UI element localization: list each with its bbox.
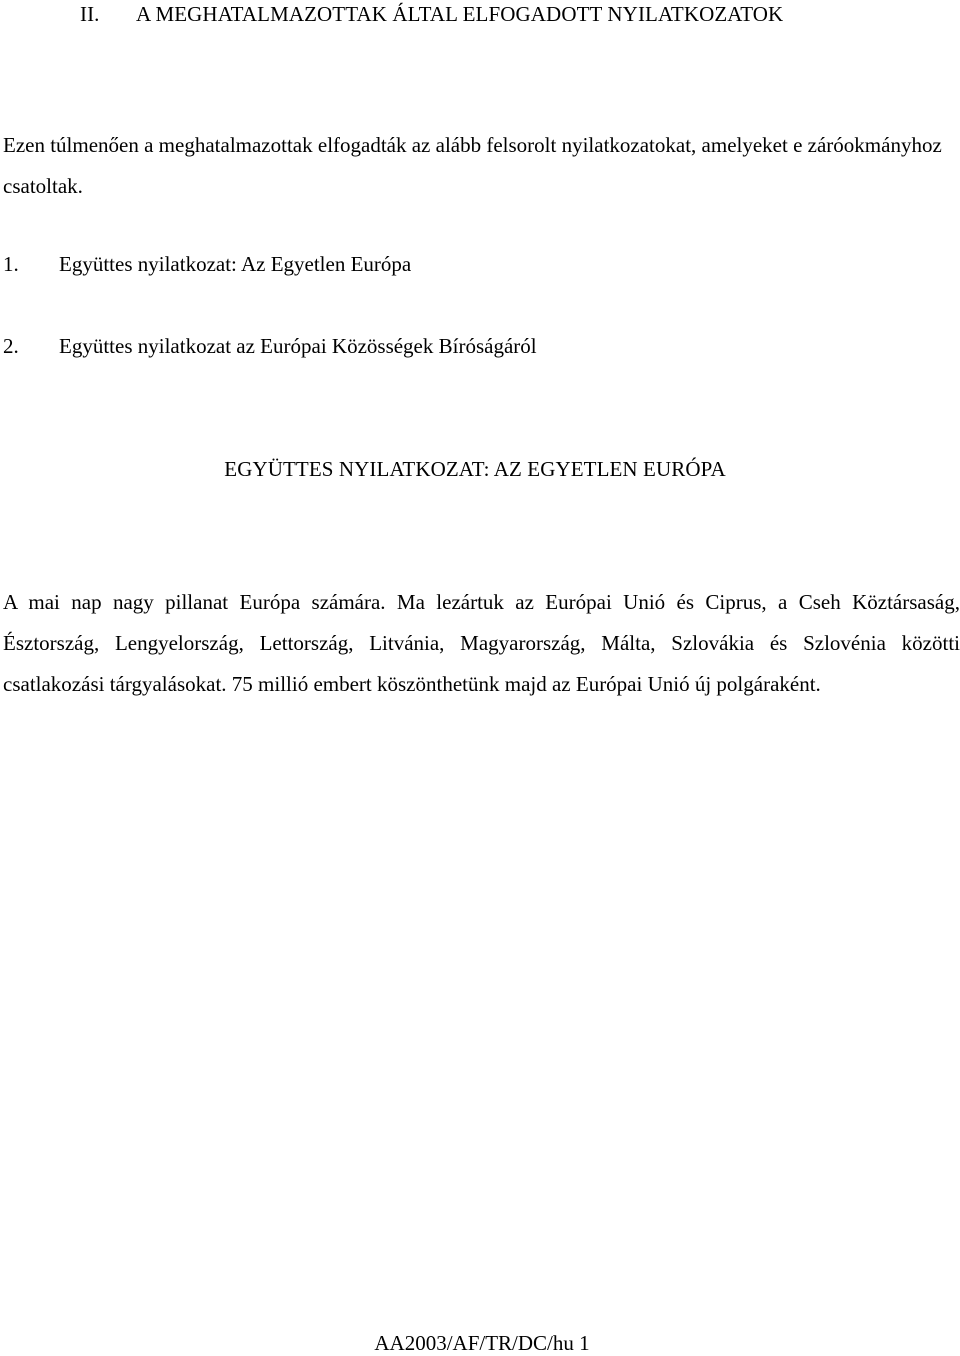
list-item-text: Együttes nyilatkozat az Európai Közösségek Bíróságáról	[59, 334, 537, 358]
page-footer	[0, 1331, 960, 1356]
document-reference: AA2003/AF/TR/DC/hu 1	[374, 1331, 590, 1355]
heading-title: A MEGHATALMAZOTTAK ÁLTAL ELFOGADOTT NYILATKOZATOK	[136, 2, 784, 26]
list-item-number: 2.	[3, 334, 19, 358]
intro-paragraph: Ezen túlmenően a meghatalmazottak elfogadták az alább felsorolt nyilatkozatokat, amelyeket e záróokmányhoz csatoltak.	[3, 133, 942, 198]
list-item-text: Együttes nyilatkozat: Az Egyetlen Európa	[59, 252, 412, 276]
declaration-title: EGYÜTTES NYILATKOZAT: AZ EGYETLEN EURÓPA	[224, 457, 726, 481]
list-item-number: 1.	[3, 252, 19, 276]
list-item	[3, 252, 411, 277]
declaration-body: A mai nap nagy pillanat Európa számára. Ma lezártuk az Európai Unió és Ciprus, a Cseh Köztársaság, Észtország, Lengyelország, Lettország, Litvánia, Magyarország, Málta, Szlovákia és Szlovénia közötti csatlakozási tárgyalásokat. 75 millió embert köszönthetünk majd az Európai Unió új polgáraként.	[3, 590, 960, 696]
list-item	[3, 334, 537, 359]
heading-number: II.	[80, 2, 100, 26]
section-heading	[80, 2, 783, 27]
